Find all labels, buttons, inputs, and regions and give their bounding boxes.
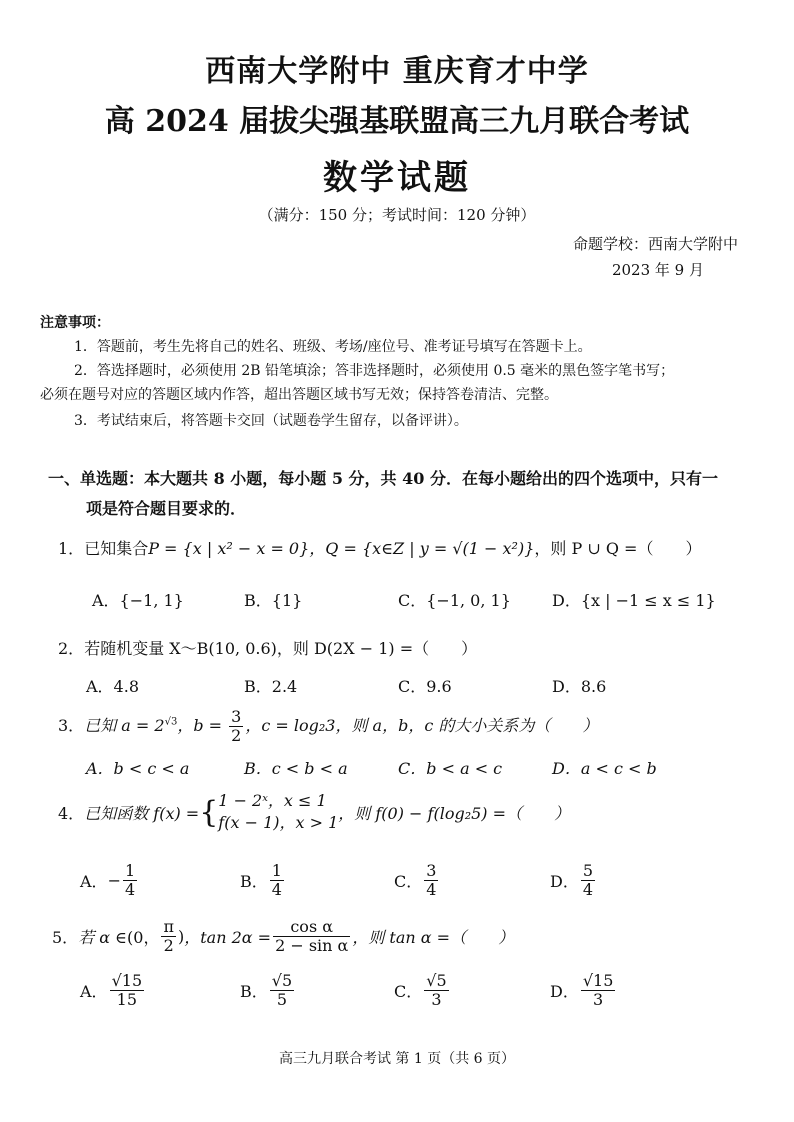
fraction-denominator: 2 − sin α	[275, 936, 349, 955]
fraction	[229, 708, 243, 745]
exponent: √3	[164, 716, 178, 728]
setter-school: 命题学校：西南大学附中	[572, 235, 738, 253]
question-text: 已知 a = 2	[84, 716, 165, 735]
case-1: 1 − 2ˣ，x ≤ 1	[218, 791, 327, 810]
q5-option-a	[80, 972, 146, 1009]
fraction-denominator: 3	[431, 990, 442, 1009]
q1-option-b: B．{1}	[244, 591, 303, 610]
q4-option-b	[240, 862, 286, 899]
fraction-numerator: √15	[582, 971, 614, 990]
question-text: 若 α ∈	[78, 928, 128, 947]
option-label: C．	[394, 872, 423, 891]
fraction-numerator: π	[163, 917, 174, 936]
fraction-denominator: 4	[124, 880, 136, 899]
option-label: D．	[550, 982, 579, 1001]
notice-item-2: 2．答选择题时，必须使用 2B 铅笔填涂；答非选择题时，必须使用 0.5 毫米的黑色签字笔书写；	[74, 363, 675, 379]
question-5	[52, 918, 514, 955]
question-text: 若随机变量 X～B(10, 0.6)，则 D(2X − 1) =（ ）	[84, 639, 478, 658]
q2-option-b: B．2.4	[244, 677, 298, 696]
subject-title: 数学试题	[323, 158, 471, 198]
option-label: D．	[550, 872, 579, 891]
question-4	[58, 790, 570, 834]
fraction-numerator: 1	[124, 861, 136, 880]
option-label: B．	[240, 982, 268, 1001]
q1-option-c: C．{−1, 0, 1}	[398, 591, 511, 610]
notice-item-2-cont: 必须在题号对应的答题区域内作答，超出答题区域书写无效；保持答卷清洁、完整。	[40, 387, 558, 403]
question-number: 4．	[58, 803, 85, 823]
q3-option-a: A．b < c < a	[86, 759, 190, 778]
exam-date: 2023 年 9 月	[611, 261, 704, 279]
q2-option-a: A．4.8	[86, 677, 140, 696]
case-2: f(x − 1)，x > 1	[218, 813, 339, 832]
option-label: B．	[240, 872, 268, 891]
q4-option-d	[550, 862, 597, 899]
fraction-numerator: 1	[271, 861, 282, 880]
q5-option-d	[550, 972, 617, 1009]
q5-option-c	[394, 972, 451, 1009]
fraction-denominator: 15	[116, 990, 138, 1009]
question-text: 已知函数 f(x) =	[84, 803, 200, 823]
exam-title: 高 2024 届拔尖强基联盟高三九月联合考试	[104, 104, 690, 139]
question-number: 3．	[58, 716, 85, 735]
q1-option-a: A．{−1, 1}	[92, 591, 184, 610]
q2-option-d: D．8.6	[552, 677, 607, 696]
notice-item-3: 3．考试结束后，将答题卡交回（试题卷学生留存，以备评讲）。	[74, 413, 468, 429]
notice-title: 注意事项：	[40, 315, 110, 331]
schools-title: 西南大学附中 重庆育才中学	[205, 54, 589, 89]
question-text: 已知集合	[84, 539, 149, 558]
interval-right: )	[177, 927, 185, 946]
question-1	[58, 536, 701, 559]
q3-option-b: B．c < b < a	[244, 759, 348, 778]
option-label: C．	[394, 982, 423, 1001]
question-number: 2．	[58, 639, 85, 658]
fraction-numerator: 3	[231, 707, 242, 726]
question-mid: ，tan 2α =	[184, 928, 272, 947]
option-label: A．	[80, 982, 108, 1001]
section-heading-line1: 一、单选题：本大题共 8 小题，每小题 5 分，共 40 分．在每小题给出的四个选项中，只有一	[48, 469, 718, 488]
fraction-numerator: 3	[426, 861, 437, 880]
exam-meta: （满分：150 分；考试时间：120 分钟）	[258, 206, 536, 224]
fraction-denominator: 2	[163, 936, 174, 955]
fraction-denominator: 2	[231, 726, 242, 745]
page-footer: 高三九月联合考试 第 1 页（共 6 页）	[278, 1051, 516, 1067]
fraction-denominator: 3	[593, 990, 604, 1009]
option-sign: −	[107, 871, 121, 890]
section-heading-line2: 项是符合题目要求的．	[86, 499, 247, 518]
question-mid: ，b =	[177, 716, 228, 735]
question-3	[58, 708, 598, 745]
fraction-numerator: √5	[426, 971, 447, 990]
q5-option-b	[240, 972, 296, 1009]
question-2	[58, 636, 477, 659]
fraction-denominator: 4	[271, 880, 282, 899]
q1-option-d: D．{x | −1 ≤ x ≤ 1}	[552, 591, 716, 610]
question-tail: ，则 P ∪ Q =（ ）	[534, 539, 702, 558]
set-q: ，Q = {x∈Z | y = √(1 − x²)}	[309, 539, 535, 558]
fraction-numerator: cos α	[273, 918, 350, 937]
fraction-denominator: 4	[426, 880, 437, 899]
question-number: 5．	[52, 928, 79, 947]
fraction-denominator: 4	[582, 880, 594, 899]
question-tail: ，c = log₂3，则 a，b，c 的大小关系为（ ）	[245, 716, 599, 735]
notice-item-1: 1．答题前，考生先将自己的姓名、班级、考场/座位号、准考证号填写在答题卡上。	[74, 339, 592, 355]
fraction-numerator: √15	[111, 971, 143, 990]
question-tail: ，则 tan α =（ ）	[352, 928, 515, 947]
left-brace: {	[199, 794, 219, 830]
option-label: A．	[80, 872, 108, 891]
q3-option-d: D．a < c < b	[552, 759, 657, 778]
q3-option-c: C．b < a < c	[398, 759, 503, 778]
question-tail: ，则 f(0) − f(log₂5) =（ ）	[338, 803, 571, 823]
fraction-numerator: 5	[582, 861, 594, 880]
q2-option-c: C．9.6	[398, 677, 452, 696]
set-p: P = {x | x² − x = 0}	[148, 539, 310, 558]
q4-option-c	[394, 862, 440, 899]
q4-option-a	[80, 862, 139, 899]
fraction-numerator: √5	[271, 971, 293, 990]
piecewise-cases	[218, 790, 338, 834]
fraction-denominator: 5	[276, 990, 288, 1009]
interval-left: (0，	[127, 928, 160, 947]
question-number: 1．	[58, 539, 85, 558]
